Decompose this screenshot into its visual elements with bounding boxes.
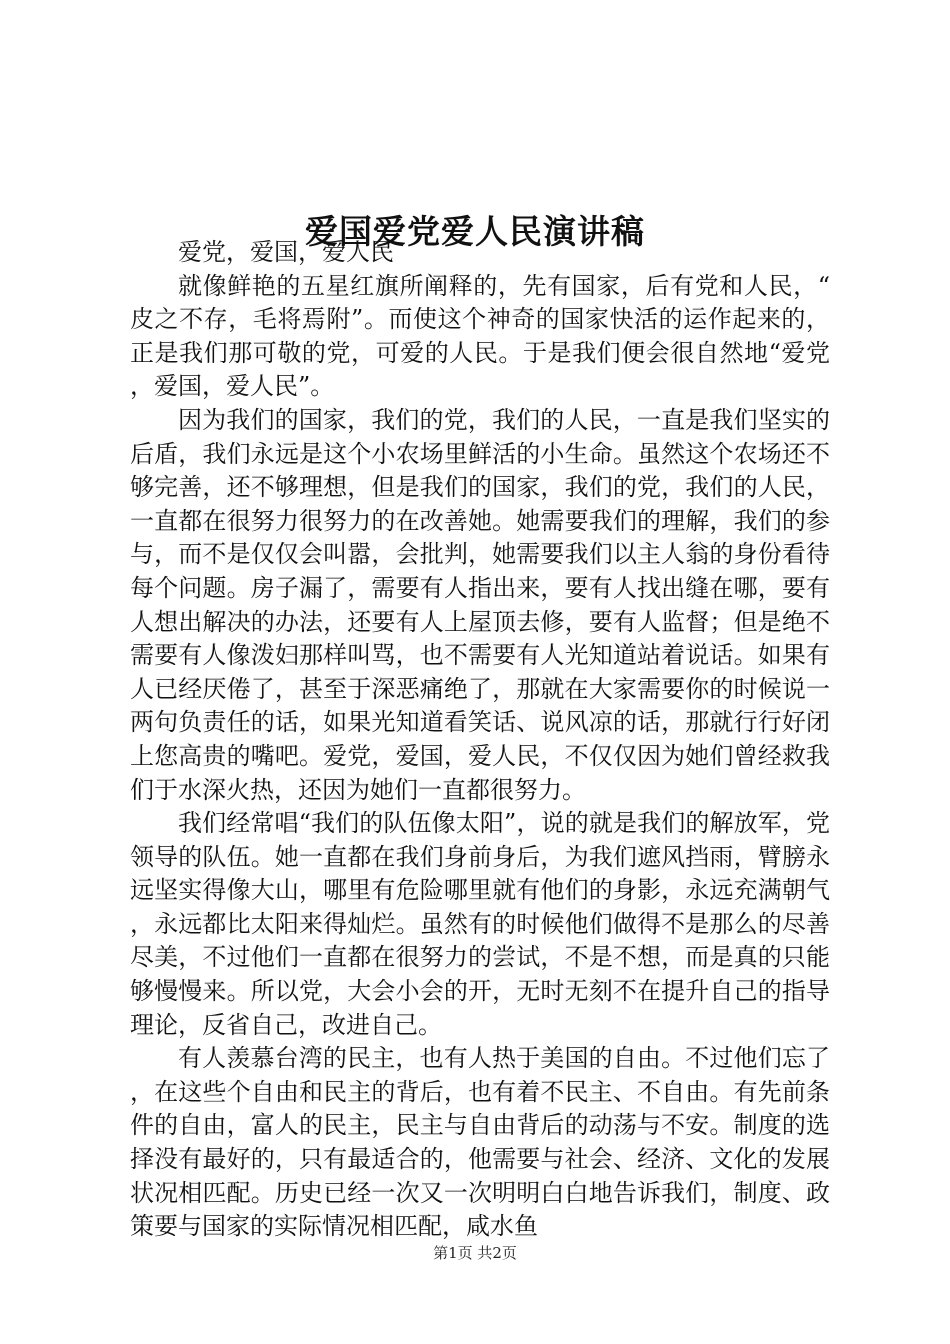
- paragraph-5: 有人羡慕台湾的民主，也有人热于美国的自由。不过他们忘了，在这些个自由和民主的背后，也有着不民主、不自由。有先前条件的自由，富人的民主，民主与自由背后的动荡与不安。制度的选择没有最好的，只有最适合的，他需要与社会、经济、文化的发展状况相匹配。历史已经一次又一次明明白白地告诉我们，制度、政策要与国家的实际情况相匹配，咸水鱼: [130, 1044, 830, 1241]
- paragraph-2: 就像鲜艳的五星红旗所阐释的，先有国家，后有党和人民，“皮之不存，毛将焉附”。而使这个神奇的国家快活的运作起来的，正是我们那可敬的党，可爱的人民。于是我们便会很自然地“爱党，爱国，爱人民”。: [130, 271, 830, 401]
- paragraph-3: 因为我们的国家，我们的党，我们的人民，一直是我们坚实的后盾，我们永远是这个小农场里鲜活的小生命。虽然这个农场还不够完善，还不够理想，但是我们的国家，我们的党，我们的人民，一直都在很努力很努力的在改善她。她需要我们的理解，我们的参与，而不是仅仅会叫嚣，会批判，她需要我们以主人翁的身份看待每个问题。房子漏了，需要有人指出来，要有人找出缝在哪，要有人想出解决的办法，还要有人上屋顶去修，要有人监督；但是绝不需要有人像泼妇那样叫骂，也不需要有人光知道站着说话。如果有人已经厌倦了，甚至于深恶痛绝了，那就在大家需要你的时候说一两句负责任的话，如果光知道看笑话、说风凉的话，那就行行好闭上您高贵的嘴吧。爱党，爱国，爱人民，不仅仅因为她们曾经救我们于水深火热，还因为她们一直都很努力。: [130, 405, 830, 804]
- paragraph-1: 爱党，爱国，爱人民: [178, 238, 394, 266]
- document-title: 爱国爱党爱人民演讲稿: [305, 212, 645, 252]
- page-footer: 第1页 共2页: [433, 1244, 517, 1262]
- paragraph-4: 我们经常唱“我们的队伍像太阳”，说的就是我们的解放军，党领导的队伍。她一直都在我们身前身后，为我们遮风挡雨，臂膀永远坚实得像大山，哪里有危险哪里就有他们的身影，永远充满朝气，永远都比太阳来得灿烂。虽然有的时候他们做得不是那么的尽善尽美，不过他们一直都在很努力的尝试，不是不想，而是真的只能够慢慢来。所以党，大会小会的开，无时无刻不在提升自己的指导理论，反省自己，改进自己。: [130, 809, 830, 1039]
- document-body: [130, 236, 830, 1244]
